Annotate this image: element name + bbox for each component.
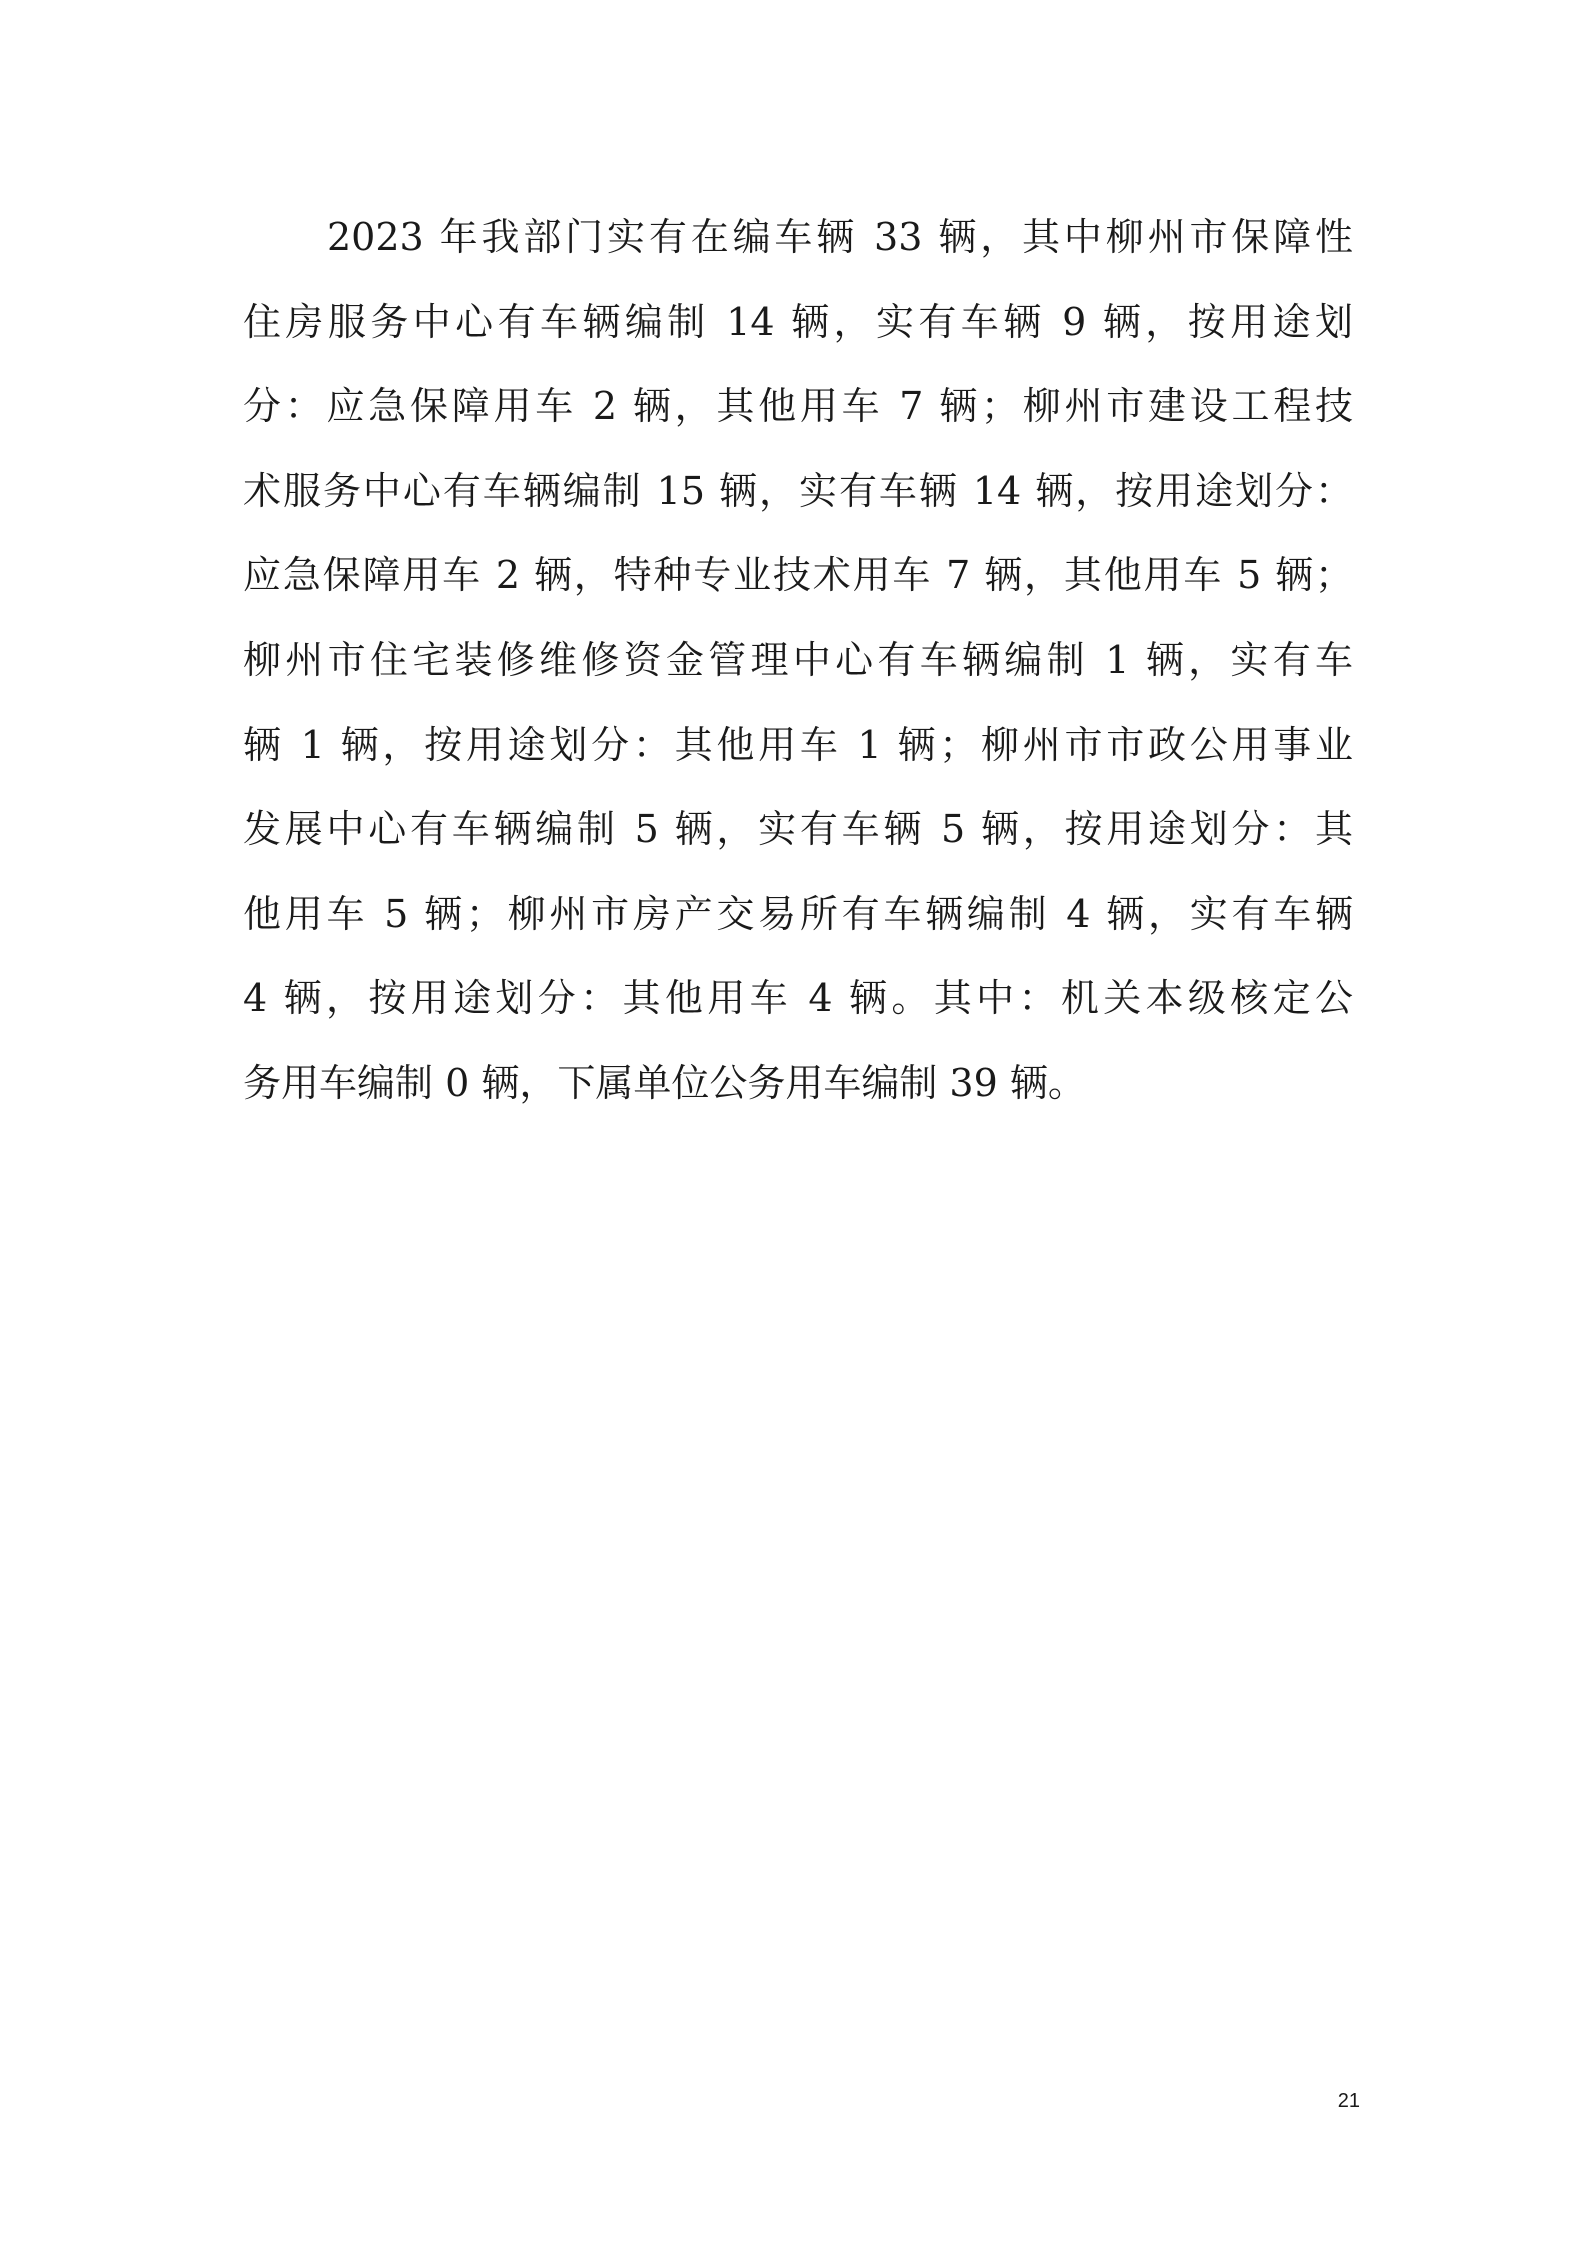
vehicle-paragraph	[243, 195, 1353, 1126]
paragraph-line: 4 辆，按用途划分：其他用车 4 辆。其中：机关本级核定公	[243, 976, 1353, 1021]
paragraph-line: 应急保障用车 2 辆，特种专业技术用车 7 辆，其他用车 5 辆；	[243, 553, 1353, 598]
paragraph-line: 他用车 5 辆；柳州市房产交易所有车辆编制 4 辆，实有车辆	[243, 891, 1353, 936]
paragraph-line: 2023 年我部门实有在编车辆 33 辆，其中柳州市保障性	[327, 215, 1353, 259]
paragraph-line: 住房服务中心有车辆编制 14 辆，实有车辆 9 辆，按用途划	[243, 299, 1353, 344]
paragraph-line: 分：应急保障用车 2 辆，其他用车 7 辆；柳州市建设工程技	[243, 384, 1353, 429]
paragraph-line: 发展中心有车辆编制 5 辆，实有车辆 5 辆，按用途划分：其	[243, 807, 1353, 852]
paragraph-line: 辆 1 辆，按用途划分：其他用车 1 辆；柳州市市政公用事业	[243, 722, 1353, 767]
paragraph-line: 术服务中心有车辆编制 15 辆，实有车辆 14 辆，按用途划分：	[243, 468, 1353, 513]
paragraph-line: 务用车编制 0 辆，下属单位公务用车编制 39 辆。	[243, 1060, 1086, 1105]
page-number: 21	[1337, 2090, 1360, 2112]
paragraph-line: 柳州市住宅装修维修资金管理中心有车辆编制 1 辆，实有车	[243, 637, 1353, 682]
